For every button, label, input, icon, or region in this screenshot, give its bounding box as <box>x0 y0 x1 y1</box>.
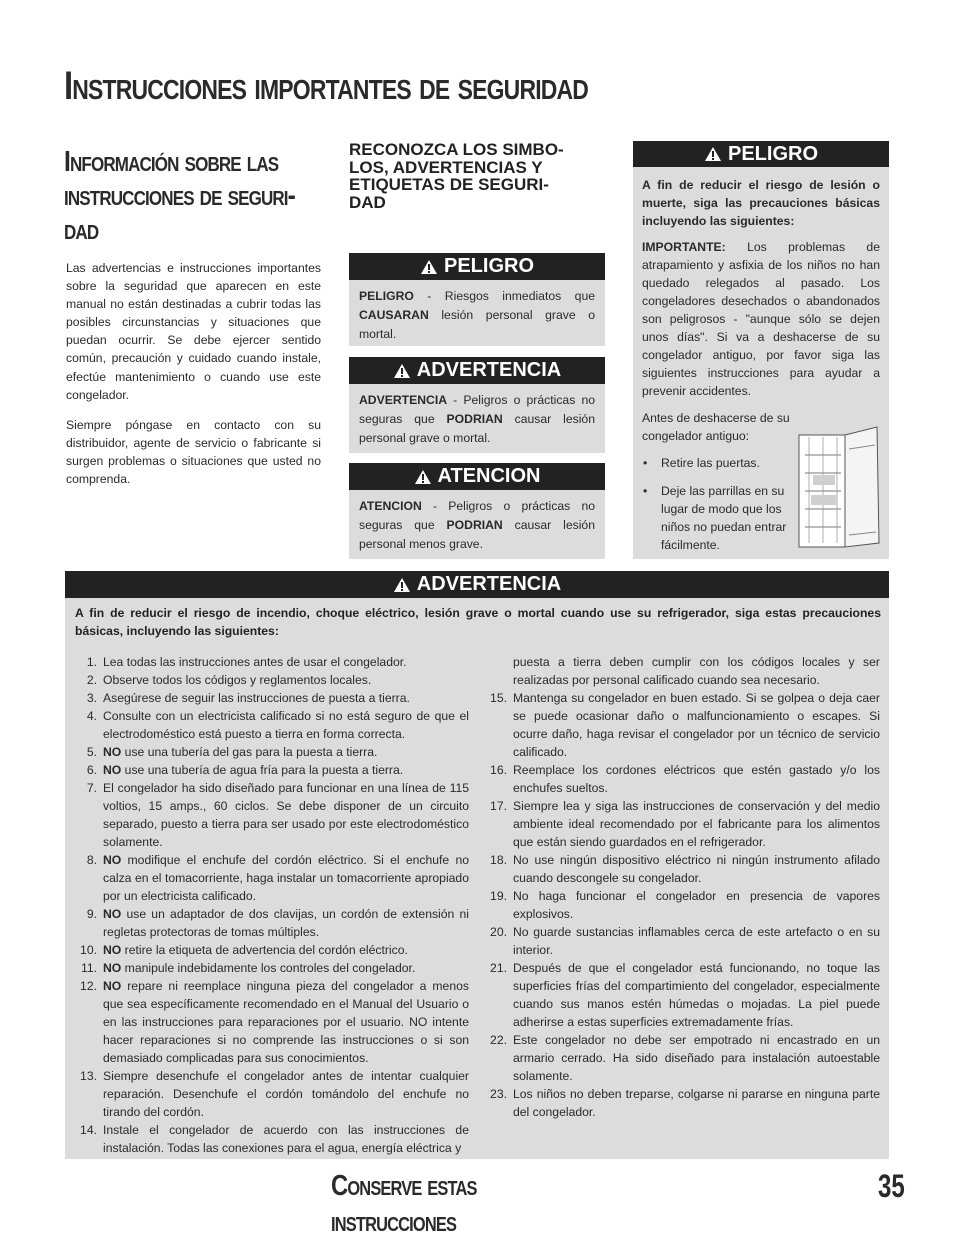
item-number: 5. <box>86 745 97 759</box>
list-item <box>475 959 880 1031</box>
item-number: 1. <box>86 655 97 669</box>
item-number: 23. <box>490 1087 507 1101</box>
list-item <box>475 851 880 887</box>
atencion-bar <box>349 463 605 490</box>
list-item <box>65 1121 469 1157</box>
item-number: 15. <box>490 691 507 705</box>
subtitle-line: dad <box>64 214 99 246</box>
item-number: 21. <box>490 961 507 975</box>
item-body: modifique el enchufe del cordón eléctrico. Si el enchufe no calza en el tomacorriente, haga instalar un tomacorriente apropiado por un electricista calificado. <box>103 853 469 903</box>
item-number: 8. <box>86 853 97 867</box>
list-item <box>65 959 469 977</box>
item-text <box>103 851 469 905</box>
item-number: 3. <box>86 691 97 705</box>
item-body: use una tubería de agua fría para la puesta a tierra. <box>121 763 404 777</box>
item-emphasis: NO <box>103 907 122 921</box>
intro-paragraph: Siempre póngase en contacto con su distribuidor, agente de servicio o fabricante si surgen problemas o situaciones que usted no comprenda. <box>66 418 321 487</box>
emphasis: PODRIAN <box>446 412 503 426</box>
text: causar lesión personal menos grave. <box>359 518 595 551</box>
item-body: Siempre desenchufe el congelador antes de intentar cualquier reparación. Desenchufe el cordón tomándolo del enchufe no tirando del cordón. <box>103 1069 469 1119</box>
intro-paragraph: Las advertencias e instrucciones importantes sobre la seguridad que aparecen en este manual no están destinadas a cubrir todas las posibles circunstancias y situaciones que puedan ocurrir. Se debe ejercer sentido común, precaución y cuidado cuando instale, efectúe mantenimiento o cuando use este congelador. <box>66 261 321 402</box>
item-text <box>513 959 880 1031</box>
item-number: 17. <box>490 799 507 813</box>
item-body: Después de que el congelador está funcionando, no toque las superficies frías del compartimiento del congelador, especialmente cuando sus manos estén húmedas o mojadas. La piel puede adherirse a estas superficies extremadamente frías. <box>513 961 880 1029</box>
warning-label: ADVERTENCIA <box>416 573 562 595</box>
heading-line: ETIQUETAS DE SEGURI- <box>349 175 549 194</box>
list-item <box>65 1067 469 1121</box>
item-text <box>513 761 880 797</box>
item-number: 9. <box>86 907 97 921</box>
list-item <box>65 743 469 761</box>
advertencia-symbol-box <box>349 357 605 453</box>
term: ATENCION <box>359 499 422 513</box>
item-number: 14. <box>80 1123 97 1137</box>
item-text <box>513 797 880 851</box>
item-emphasis: NO <box>103 853 122 867</box>
peligro-bar <box>349 253 605 280</box>
item-number-spacer <box>475 653 513 689</box>
danger-label: PELIGRO <box>727 142 818 165</box>
list-item: • Deje las parrillas en su lugar de modo que los niños no puedan entrar fácilmente. <box>643 482 793 554</box>
item-emphasis: NO <box>103 763 122 777</box>
warning-triangle-icon <box>414 469 432 485</box>
item-body: manipule indebidamente los controles del congelador. <box>121 961 416 975</box>
item-body: Reemplace los cordones eléctricos que estén gastado y/o los enchufes sueltos. <box>513 763 880 795</box>
precautions-list-left <box>65 653 469 1157</box>
item-body: retire la etiqueta de advertencia del cordón eléctrico. <box>121 943 408 957</box>
atencion-symbol-box <box>349 463 605 559</box>
item-body: Este congelador no debe ser empotrado ni encastrado en un armario cerrado. Ha sido diseñado para instalación autoestable solamente. <box>513 1033 880 1083</box>
item-emphasis: NO <box>103 961 122 975</box>
item-body: use un adaptador de dos clavijas, un cordón de extensión ni regletas protectoras de tomas múltiples. <box>103 907 469 939</box>
text: - Riesgos inmediatos que <box>413 289 595 303</box>
list-item <box>65 761 469 779</box>
danger-box <box>633 141 889 559</box>
item-number: 16. <box>490 763 507 777</box>
item-body: Asegúrese de seguir las instrucciones de puesta a tierra. <box>103 691 410 705</box>
item-body: repare ni reemplace ninguna pieza del congelador a menos que sea específicamente recomendado en el Manual del Usuario o en las instrucciones para reparaciones por el usuario. NO intente hacer reparaciones si no comprende las instrucciones o si son demasiado complicadas para sus conocimientos. <box>103 979 469 1065</box>
item-number: 19. <box>490 889 507 903</box>
item-text <box>103 1121 469 1157</box>
list-item <box>475 761 880 797</box>
item-text <box>103 689 469 707</box>
list-item <box>65 707 469 743</box>
list-item <box>475 689 880 761</box>
danger-bar <box>633 141 889 167</box>
item-text <box>103 959 469 977</box>
symbols-heading <box>349 141 607 211</box>
freezer-illustration <box>797 425 881 553</box>
list-item <box>65 779 469 851</box>
emphasis: CAUSARAN <box>359 308 429 322</box>
page-number: 35 <box>878 1168 905 1204</box>
list-item <box>65 977 469 1067</box>
warning-box <box>65 571 889 1159</box>
item-number: 10. <box>80 943 97 957</box>
term: PELIGRO <box>359 289 414 303</box>
item-body: No use ningún dispositivo eléctrico ni ningún instrumento afilado cuando descongele su congelador. <box>513 853 880 885</box>
warning-lead: A fin de reducir el riesgo de incendio, choque eléctrico, lesión grave o mortal cuando use su refrigerador, siga estas precauciones básicas, incluyendo las siguientes: <box>75 606 881 638</box>
item-text <box>103 653 469 671</box>
atencion-label: ATENCION <box>437 465 541 487</box>
list-item-continuation <box>475 653 880 689</box>
heading-line: LOS, ADVERTENCIAS Y <box>349 157 543 177</box>
warning-triangle-icon <box>704 146 722 162</box>
text: causar lesión personal grave o mortal. <box>359 412 595 445</box>
warning-bar <box>65 571 889 598</box>
footer-title: Conserve estas instrucciones <box>331 1170 477 1235</box>
peligro-label: PELIGRO <box>443 255 534 277</box>
item-number: 4. <box>86 709 97 723</box>
item-body: Instale el congelador de acuerdo con las instrucciones de instalación. Todas las conexiones para el agua, energía eléctrica y <box>103 1123 469 1155</box>
atencion-description <box>349 490 605 554</box>
item-number: 22. <box>490 1033 507 1047</box>
list-item <box>475 1031 880 1085</box>
item-text <box>103 1067 469 1121</box>
item-body: use una tubería del gas para la puesta a tierra. <box>121 745 378 759</box>
item-number: 13. <box>80 1069 97 1083</box>
item-emphasis: NO <box>103 979 122 993</box>
item-emphasis: NO <box>103 943 122 957</box>
item-body: No haga funcionar el congelador en presencia de vapores explosivos. <box>513 889 880 921</box>
warning-triangle-icon <box>393 577 411 593</box>
bullet-text: Retire las puertas. <box>661 456 760 470</box>
item-number: 20. <box>490 925 507 939</box>
item-text <box>513 1031 880 1085</box>
item-text <box>513 887 880 923</box>
danger-important <box>642 238 880 400</box>
heading-line: RECONOZCA LOS SIMBO- <box>349 140 564 159</box>
danger-lead: A fin de reducir el riesgo de lesión o muerte, siga las precauciones básicas incluyendo las siguientes: <box>642 178 880 228</box>
list-item <box>65 941 469 959</box>
item-body: No guarde sustancias inflamables cerca de este artefacto o en su interior. <box>513 925 880 957</box>
advertencia-description <box>349 384 605 448</box>
list-item <box>475 887 880 923</box>
peligro-symbol-box <box>349 253 605 346</box>
item-body: Consulte con un electricista calificado si no está seguro de que el electrodoméstico está puesto a tierra en forma correcta. <box>103 709 469 741</box>
peligro-description <box>349 280 605 344</box>
term: ADVERTENCIA <box>359 393 448 407</box>
item-text <box>103 707 469 743</box>
item-text: puesta a tierra deben cumplir con los códigos locales y ser realizadas por personal calificado cuando sea necesario. <box>513 655 880 687</box>
section-subtitle <box>64 145 319 247</box>
item-number: 11. <box>80 961 97 975</box>
item-number: 7. <box>86 781 97 795</box>
advertencia-bar <box>349 357 605 384</box>
text: - Peligros o prácticas no seguras que <box>359 393 595 426</box>
item-text <box>103 941 469 959</box>
list-item <box>65 851 469 905</box>
item-body: Siempre lea y siga las instrucciones de conservación y del medio ambiente ideal recomendado por el fabricante para los alimentos que están siendo guardados en el refrigerador. <box>513 799 880 849</box>
item-text <box>513 689 880 761</box>
item-text <box>103 905 469 941</box>
item-number: 18. <box>490 853 507 867</box>
bullet-text: Deje las parrillas en su lugar de modo que los niños no puedan entrar fácilmente. <box>661 484 787 552</box>
item-text <box>103 671 469 689</box>
text: Los problemas de atrapamiento y asfixia de los niños no han quedado relegados al pasado. Los congeladores desechados o abandonados son peligrosos - "aunque sólo se dejen unos días". Si va a deshacerse de su congelador antiguo, por favor siga las siguientes instrucciones para ayudar a prevenir accidentes. <box>642 240 880 398</box>
list-item <box>65 689 469 707</box>
item-text <box>103 761 469 779</box>
list-item <box>475 1085 880 1121</box>
item-text <box>513 851 880 887</box>
item-text <box>103 779 469 851</box>
item-body: Los niños no deben treparse, colgarse ni pararse en ninguna parte del congelador. <box>513 1087 880 1119</box>
item-number: 6. <box>86 763 97 777</box>
item-number: 2. <box>86 673 97 687</box>
precautions-list-right <box>475 653 880 1121</box>
list-item <box>475 923 880 959</box>
list-item <box>65 653 469 671</box>
warning-triangle-icon <box>393 363 411 379</box>
item-text <box>103 743 469 761</box>
item-emphasis: NO <box>103 745 122 759</box>
item-text <box>513 923 880 959</box>
item-body: Lea todas las instrucciones antes de usar el congelador. <box>103 655 407 669</box>
danger-before: Antes de deshacerse de su congelador antiguo: <box>642 411 790 443</box>
emphasis: PODRIAN <box>446 518 503 532</box>
text: - Peligros o prácticas no seguras que <box>359 499 595 532</box>
warning-triangle-icon <box>420 259 438 275</box>
list-item <box>475 797 880 851</box>
subtitle-line: Información sobre las <box>64 146 279 178</box>
item-body: El congelador ha sido diseñado para funcionar en una línea de 115 voltios, 15 amps., 60 ciclos. Se debe disponer de un circuito separado, puesto a tierra para ser usado por este electrodoméstico solamente. <box>103 781 469 849</box>
heading-line: DAD <box>349 192 386 212</box>
list-item: • Retire las puertas. <box>643 456 760 470</box>
item-body: Observe todos los códigos y reglamentos locales. <box>103 673 372 687</box>
item-text <box>103 977 469 1067</box>
item-number: 12. <box>80 979 97 993</box>
item-body: Mantenga su congelador en buen estado. Si se golpea o deja caer se puede ocasionar daño o malfuncionamiento o escapes. Si ocurre daño, haga revisar el congelador por un técnico de servicio calificado. <box>513 691 880 759</box>
advertencia-label: ADVERTENCIA <box>416 359 562 381</box>
list-item <box>65 905 469 941</box>
text: lesión personal grave o mortal. <box>359 308 595 341</box>
page-title: Instrucciones importantes de seguridad <box>64 64 589 108</box>
list-item <box>65 671 469 689</box>
subtitle-line: instrucciones de seguri- <box>64 180 296 212</box>
term: IMPORTANTE: <box>642 240 726 254</box>
item-text <box>513 1085 880 1121</box>
